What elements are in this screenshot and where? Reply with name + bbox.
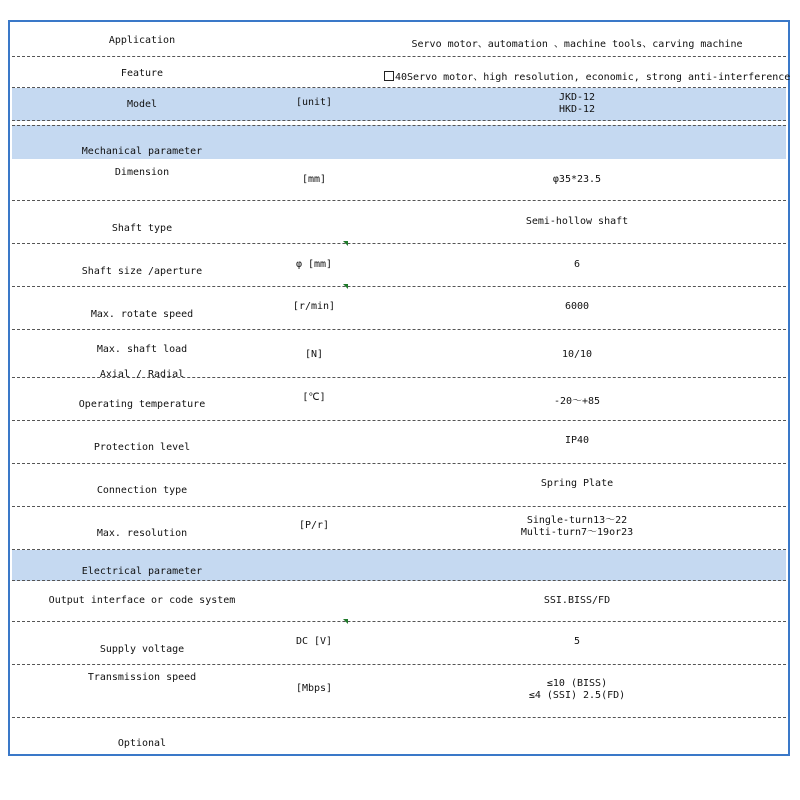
feature-value: 40Servo motor、high resolution, economic, strong anti-interference <box>395 72 791 83</box>
row-shaft-size <box>12 244 786 287</box>
connection-value: Spring Plate <box>540 478 614 489</box>
optional-label: Optional <box>117 738 167 749</box>
dimension-value: φ35*23.5 <box>552 174 602 185</box>
supply-voltage-unit: DC [V] <box>295 636 333 647</box>
resolution-value: Single-turn13～22 Multi-turn7～19or23 <box>520 515 634 538</box>
shaft-size-value: 6 <box>573 259 581 270</box>
row-operating-temp <box>12 378 786 421</box>
shaft-load-unit: [N] <box>304 349 324 360</box>
row-output-interface <box>12 581 786 622</box>
electrical-header <box>12 550 786 581</box>
shaft-size-unit: φ [mm] <box>295 259 333 270</box>
row-protection <box>12 421 786 464</box>
rotate-speed-unit: [r/min] <box>292 301 336 312</box>
electrical-header-label: Electrical parameter <box>81 566 203 577</box>
feature-label: Feature <box>120 68 164 79</box>
output-interface-value: SSI.BISS/FD <box>543 595 611 606</box>
supply-voltage-label: Supply voltage <box>99 644 185 655</box>
shaft-type-label: Shaft type <box>111 223 173 234</box>
model-unit: [unit] <box>295 97 333 108</box>
resolution-unit: [P/r] <box>298 520 330 531</box>
output-interface-label: Output interface or code system <box>48 595 236 606</box>
application-value: Servo motor、automation 、machine tools、carving machine <box>411 39 743 50</box>
row-shaft-type <box>12 201 786 244</box>
transmission-unit: [Mbps] <box>295 683 333 694</box>
model-value: JKD-12 HKD-12 <box>558 92 596 115</box>
protection-value: IP40 <box>564 435 590 446</box>
model-label: Model <box>126 99 158 110</box>
dimension-label: Dimension <box>114 167 170 178</box>
row-resolution <box>12 507 786 550</box>
mechanical-header-label: Mechanical parameter <box>81 146 203 157</box>
application-label: Application <box>108 35 176 46</box>
shaft-type-value: Semi-hollow shaft <box>525 216 629 227</box>
shaft-load-label: Max. shaft load <box>96 344 188 355</box>
supply-voltage-value: 5 <box>573 636 581 647</box>
transmission-label: Transmission speed <box>87 672 197 683</box>
operating-temp-unit: [℃] <box>302 392 326 403</box>
row-rotate-speed <box>12 287 786 330</box>
rotate-speed-value: 6000 <box>564 301 590 312</box>
operating-temp-value: -20～+85 <box>553 396 601 407</box>
protection-label: Protection level <box>93 442 191 453</box>
row-supply-voltage <box>12 622 786 665</box>
connection-label: Connection type <box>96 485 188 496</box>
row-model <box>12 88 786 121</box>
row-shaft-load <box>12 330 786 378</box>
row-application <box>12 22 786 57</box>
resolution-label: Max. resolution <box>96 528 188 539</box>
row-transmission <box>12 665 786 718</box>
row-dimension <box>12 158 786 201</box>
operating-temp-label: Operating temperature <box>78 399 206 410</box>
spec-table <box>8 20 790 756</box>
row-connection <box>12 464 786 507</box>
rotate-speed-label: Max. rotate speed <box>90 309 194 320</box>
feature-value-wrap <box>384 68 791 83</box>
transmission-value: ≤10 (BISS) ≤4 (SSI) 2.5(FD) <box>528 678 626 701</box>
square-icon <box>384 71 394 81</box>
row-feature <box>12 56 791 88</box>
shaft-load-value: 10/10 <box>561 349 593 360</box>
mechanical-header <box>12 125 786 159</box>
row-optional <box>12 718 786 756</box>
dimension-unit: [mm] <box>301 174 327 185</box>
shaft-size-label: Shaft size /aperture <box>81 266 203 277</box>
shaft-load-sublabel: Axial / Radial <box>99 369 185 380</box>
